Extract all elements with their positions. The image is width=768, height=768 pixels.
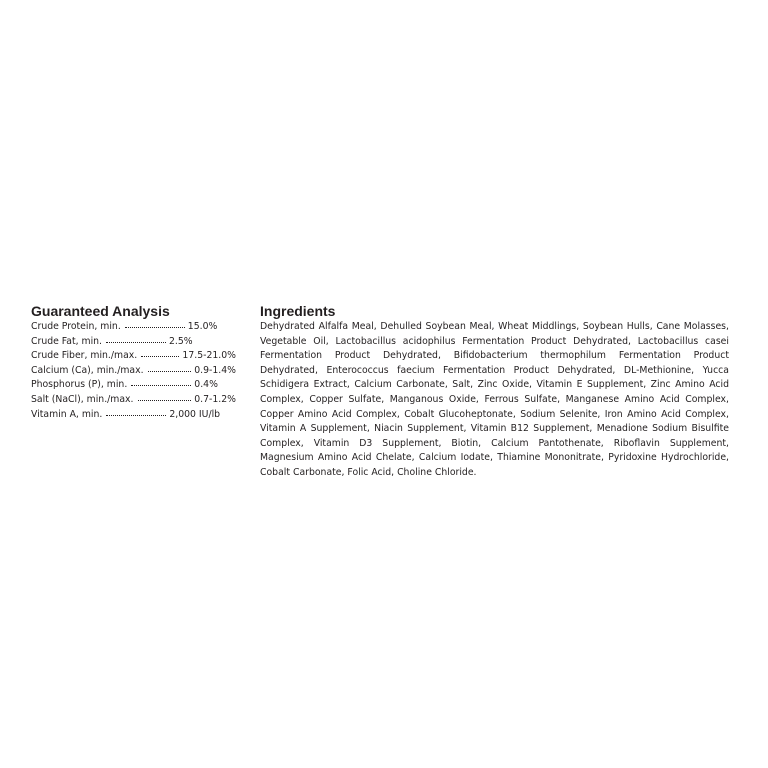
analysis-table (31, 320, 236, 422)
analysis-label: Vitamin A, min. (31, 408, 103, 420)
analysis-row (31, 393, 236, 408)
guaranteed-analysis-title: Guaranteed Analysis (31, 303, 170, 319)
analysis-value: 17.5-21.0% (182, 350, 236, 362)
analysis-row (31, 320, 236, 335)
analysis-value: 2.5% (169, 335, 193, 347)
leader-dots (131, 384, 191, 386)
analysis-label: Crude Fat, min. (31, 335, 103, 347)
ingredients-list-text: Dehydrated Alfalfa Meal, Dehulled Soybean Meal, Wheat Middlings, Soybean Hulls, Cane Molasses, Vegetable Oil, Lactobacillus acidophilus Fermentation Product Dehydrated, Lactobacillus casei Fermentation Product Dehydrated, Bifidobacterium thermophilum Fermentation Product Dehydrated, Enterococcus faecium Fermentation Product Dehydrated, DL-Methionine, Yucca Schidigera Extract, Calcium Carbonate, Salt, Zinc Oxide, Vitamin E Supplement, Zinc Amino Acid Complex, Copper Sulfate, Manganous Oxide, Ferrous Sulfate, Manganese Amino Acid Complex, Copper Amino Acid Complex, Cobalt Glucoheptonate, Sodium Selenite, Iron Amino Acid Complex, Vitamin A Supplement, Niacin Supplement, Vitamin B12 Supplement, Menadione Sodium Bisulfite Complex, Vitamin D3 Supplement, Biotin, Calcium Pantothenate, Riboflavin Supplement, Magnesium Amino Acid Chelate, Calcium Iodate, Thiamine Mononitrate, Pyridoxine Hydrochloride, Cobalt Carbonate, Folic Acid, Choline Chloride. (260, 321, 729, 478)
ingredients-panel (260, 303, 729, 481)
analysis-value: 0.7-1.2% (194, 393, 236, 405)
analysis-value: 0.4% (194, 379, 218, 391)
guaranteed-analysis-panel (31, 303, 236, 422)
leader-dots (138, 399, 192, 401)
analysis-row (31, 378, 236, 393)
analysis-value: 0.9-1.4% (194, 364, 236, 376)
analysis-row (31, 364, 236, 379)
analysis-label: Phosphorus (P), min. (31, 379, 128, 391)
leader-dots (125, 326, 185, 328)
leader-dots (106, 341, 166, 343)
leader-dots (106, 414, 166, 416)
ingredients-title: Ingredients (260, 303, 336, 319)
analysis-value: 15.0% (187, 321, 218, 332)
analysis-row (31, 349, 236, 364)
analysis-label: Crude Fiber, min./max. (31, 350, 138, 362)
leader-dots (141, 355, 179, 357)
analysis-row (31, 408, 236, 423)
analysis-row (31, 335, 236, 350)
analysis-label: Crude Protein, min. (31, 321, 121, 332)
analysis-value: 2,000 IU/lb (169, 408, 221, 420)
analysis-label: Calcium (Ca), min./max. (31, 364, 144, 376)
analysis-label: Salt (NaCl), min./max. (31, 393, 134, 405)
leader-dots (148, 370, 192, 372)
